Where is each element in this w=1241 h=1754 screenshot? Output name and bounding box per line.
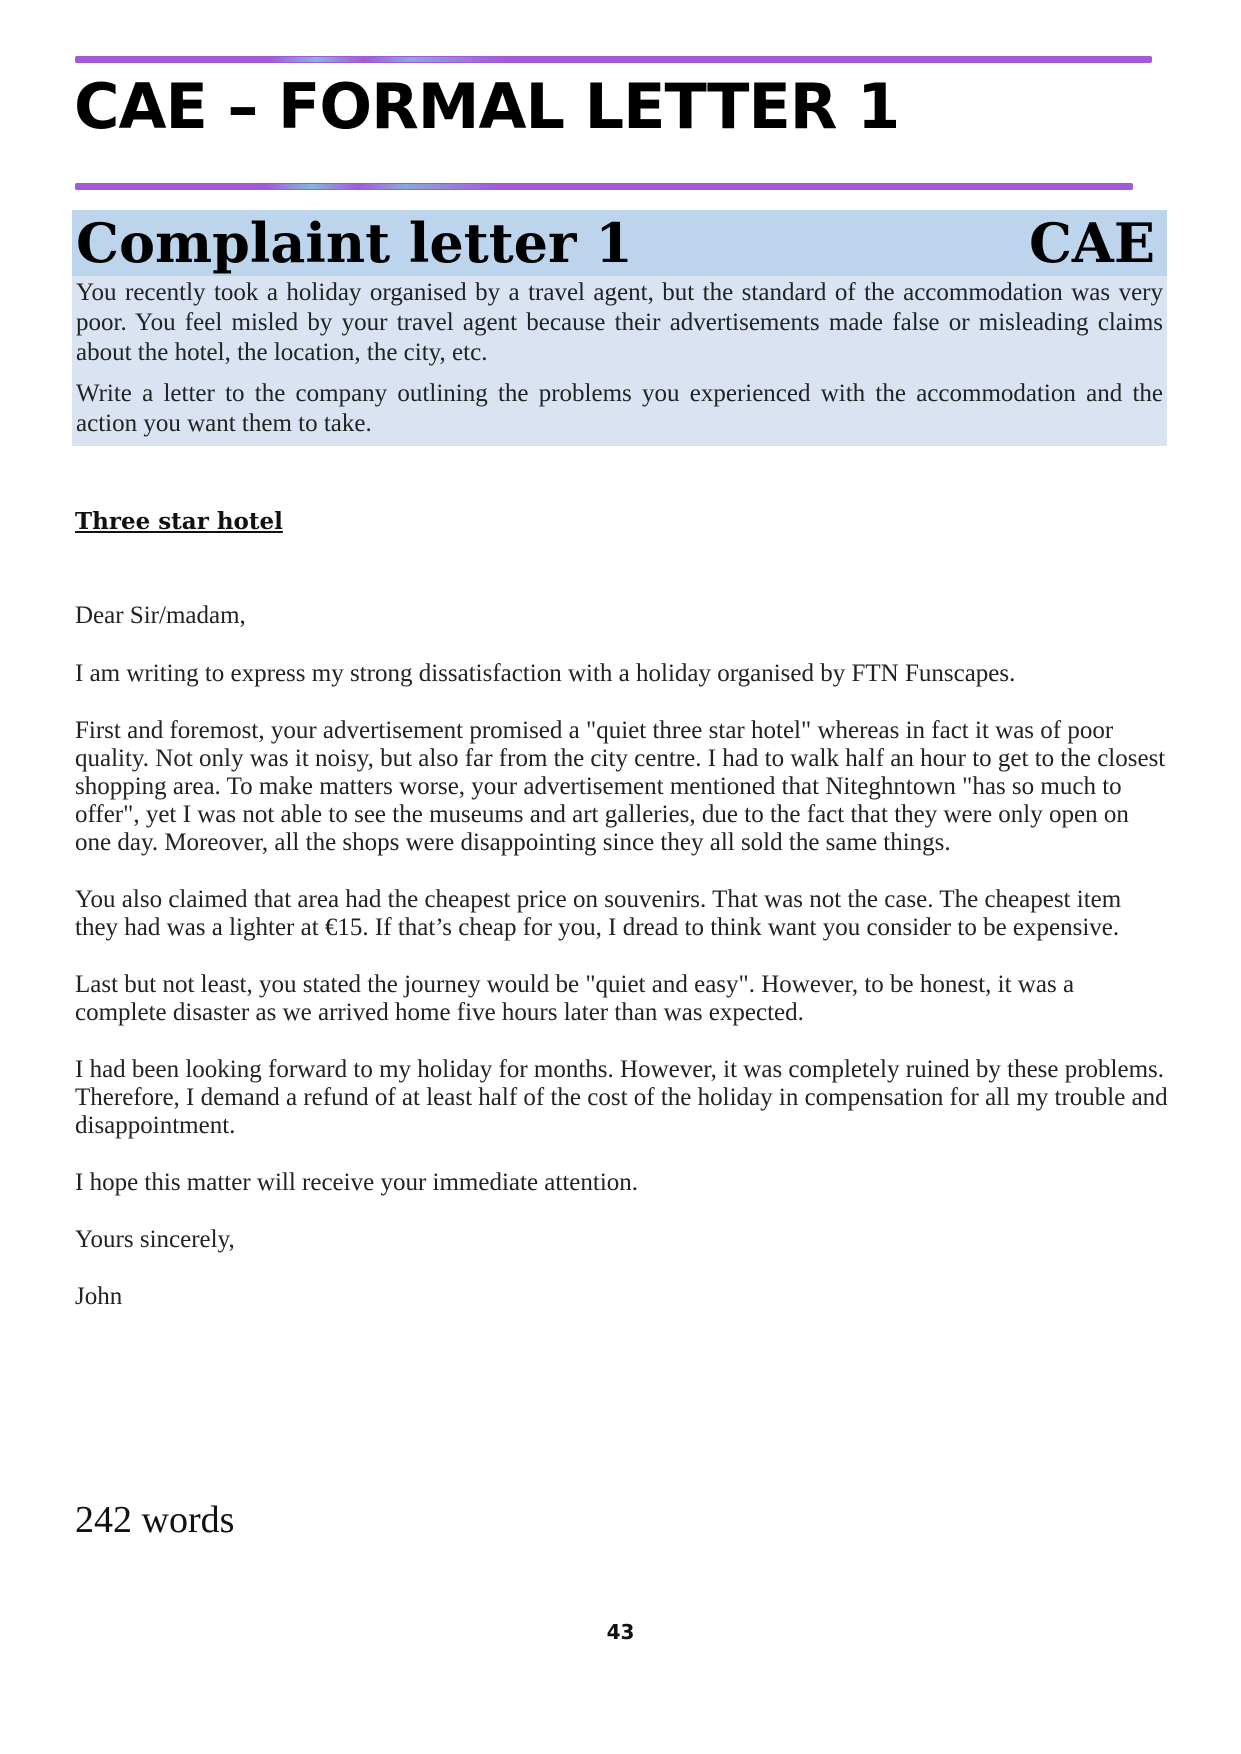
bottom-divider — [75, 183, 1133, 190]
page-number: 43 — [606, 1620, 635, 1644]
letter-paragraph: I had been looking forward to my holiday for months. However, it was completely ruined by these problems. Therefore, I demand a refund of at least half of the cost of the holiday in compensation for all my trouble and disappointment. — [75, 1056, 1168, 1139]
letter-signature: John — [75, 1283, 123, 1310]
letter-body — [75, 508, 1170, 1340]
letter-salutation: Dear Sir/madam, — [75, 602, 246, 629]
letter-subtitle: Three star hotel — [75, 508, 283, 535]
letter-paragraph: I am writing to express my strong dissatisfaction with a holiday organised by FTN Funscapes. — [75, 660, 1016, 687]
task-paragraph: Write a letter to the company outlining the problems you experienced with the accommodation and the action you want them to take. — [76, 380, 1163, 437]
top-divider — [75, 56, 1152, 63]
word-count: 242 words — [75, 1499, 235, 1541]
exam-tag: CAE — [1028, 211, 1155, 275]
task-title: Complaint letter 1 — [76, 211, 633, 275]
letter-paragraph: Last but not least, you stated the journey would be "quiet and easy". However, to be honest, it was a complete disaster as we arrived home five hours later than was expected. — [75, 971, 1075, 1026]
task-paragraph: You recently took a holiday organised by a travel agent, but the standard of the accommodation was very poor. You feel misled by your travel agent because their advertisements made false or misleading claims about the hotel, the location, the city, etc. — [76, 279, 1163, 366]
task-instructions — [72, 276, 1167, 446]
letter-paragraph: I hope this matter will receive your immediate attention. — [75, 1169, 639, 1196]
task-header — [72, 210, 1167, 276]
letter-closing: Yours sincerely, — [75, 1226, 235, 1253]
letter-paragraph: First and foremost, your advertisement promised a "quiet three star hotel" whereas in fact it was of poor quality. Not only was it noisy, but also far from the city centre. I had to walk half an hour to get to the closest shopping area. To make matters worse, your advertisement mentioned that Niteghntown "has so much to offer", yet I was not able to see the museums and art galleries, due to the fact that they were only open on one day. Moreover, all the shops were disappointing since they all sold the same things. — [75, 717, 1166, 856]
letter-paragraph: You also claimed that area had the cheapest price on souvenirs. That was not the case. The cheapest item they had was a lighter at €15. If that’s cheap for you, I dread to think want you consider to be expensive. — [75, 886, 1122, 941]
page-title: CAE – FORMAL LETTER 1 — [74, 70, 900, 143]
